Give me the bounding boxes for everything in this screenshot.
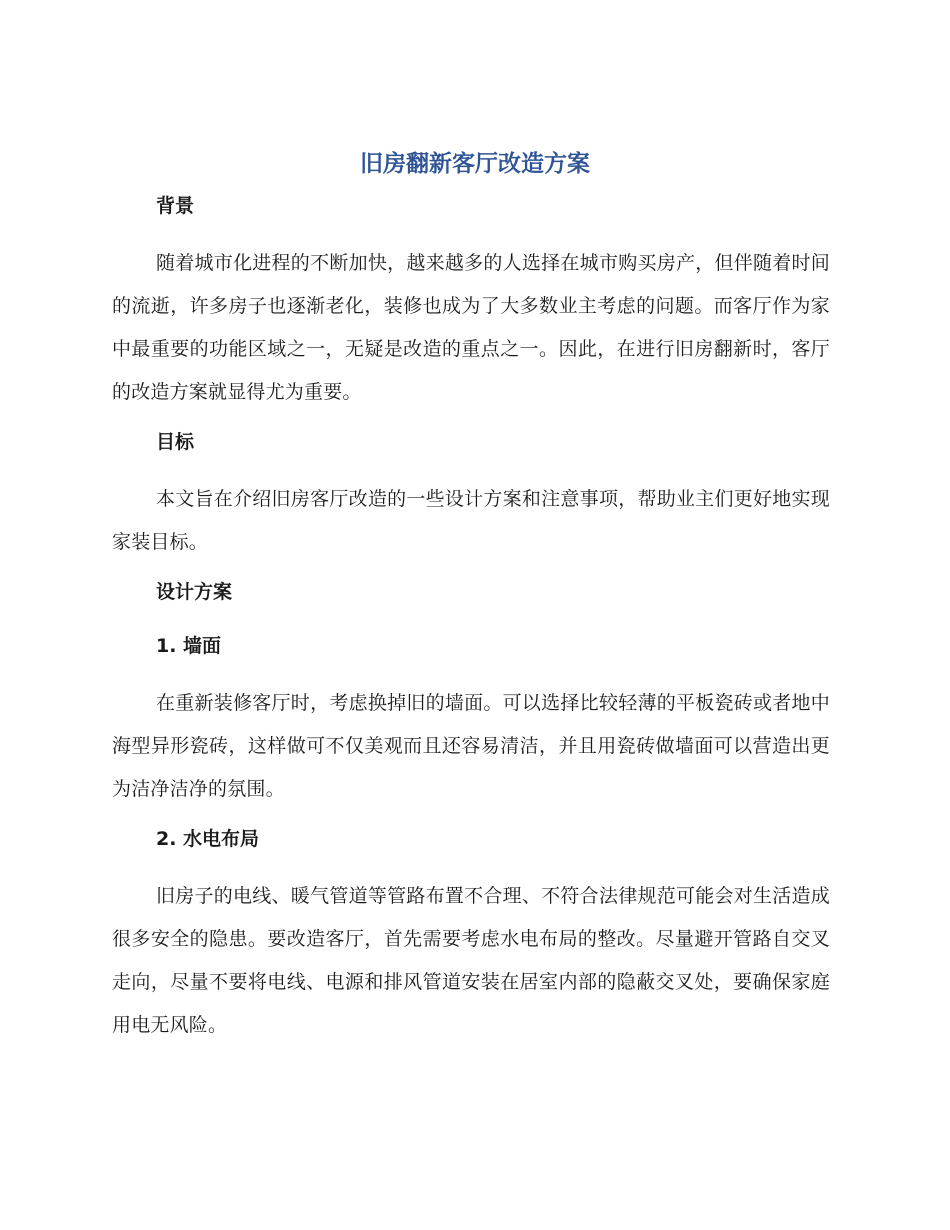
section-paragraph-plumbing-electrical: 旧房子的电线、暖气管道等管路布置不合理、不符合法律规范可能会对生活造成很多安全的隐患。要改造客厅，首先需要考虑水电布局的整改。尽量避开管路自交叉走向，尽量不要将电线、电源和排风管道安装在居室内部的隐蔽交叉处，要确保家庭用电无风险。: [112, 885, 830, 1036]
document-title: 旧房翻新客厅改造方案: [360, 151, 590, 177]
section-paragraph-background: 随着城市化进程的不断加快，越来越多的人选择在城市购买房产，但伴随着时间的流逝，许多房子也逐渐老化，装修也成为了大多数业主考虑的问题。而客厅作为家中最重要的功能区域之一，无疑是改造的重点之一。因此，在进行旧房翻新时，客厅的改造方案就显得尤为重要。: [112, 252, 830, 403]
section-heading-design-plan: 设计方案: [156, 581, 233, 603]
document-body: [112, 188, 830, 1057]
section-paragraph-goal: 本文旨在介绍旧房客厅改造的一些设计方案和注意事项，帮助业主们更好地实现家装目标。: [112, 488, 830, 553]
section-heading-walls: 1. 墙面: [156, 635, 222, 657]
section-paragraph-walls: 在重新装修客厅时，考虑换掉旧的墙面。可以选择比较轻薄的平板瓷砖或者地中海型异形瓷砖，这样做可不仅美观而且还容易清洁，并且用瓷砖做墙面可以营造出更为洁净洁净的氛围。: [112, 692, 830, 800]
section-heading-goal: 目标: [156, 431, 195, 453]
section-heading-background: 背景: [156, 195, 195, 217]
section-heading-plumbing-electrical: 2. 水电布局: [156, 828, 260, 850]
